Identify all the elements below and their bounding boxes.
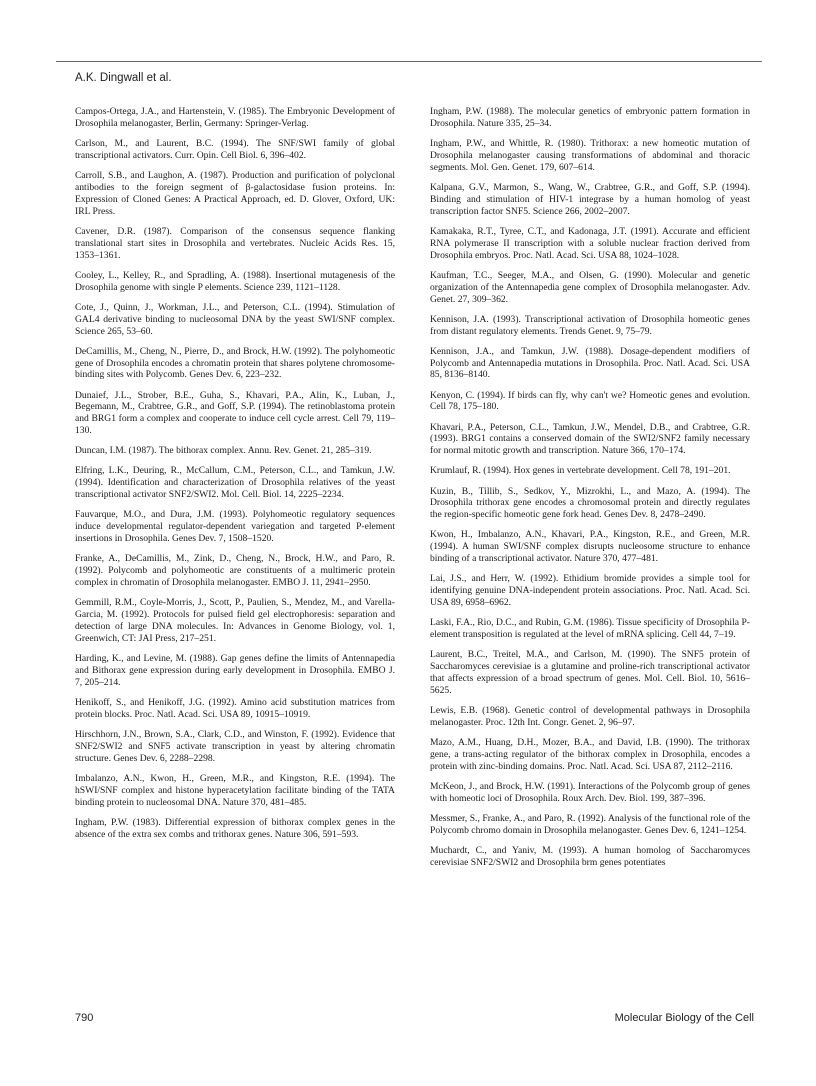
reference-item: Ingham, P.W. (1988). The molecular genetics of embryonic pattern formation in Drosophila. Nature 335, 25–34.	[430, 106, 750, 129]
reference-item: Khavari, P.A., Peterson, C.L., Tamkun, J.W., Mendel, D.B., and Crabtree, G.R. (1993). BRG1 contains a conserved domain of the SWI2/SNF2 family necessary for normal mitotic growth and transcription. Nature 366, 170–174.	[430, 421, 750, 457]
reference-item: Lewis, E.B. (1968). Genetic control of developmental pathways in Drosophila melanogaster. Proc. 12th Int. Congr. Genet. 2, 96–97.	[430, 705, 750, 728]
reference-item: Carroll, S.B., and Laughon, A. (1987). Production and purification of polyclonal antibodies to the foreign segment of β-galactosidase fusion proteins. In: Expression of Cloned Genes: A Practical Approach, ed. D. Glover, Oxford, UK: IRL Press.	[75, 170, 395, 217]
reference-item: DeCamillis, M., Cheng, N., Pierre, D., and Brock, H.W. (1992). The polyhomeotic gene of Drosophila encodes a chromatin protein that shares polytene chromosome-binding sites with Polycomb. Genes Dev. 6, 223–232.	[75, 345, 395, 381]
reference-item: Hirschhorn, J.N., Brown, S.A., Clark, C.D., and Winston, F. (1992). Evidence that SNF2/SWI2 and SNF5 activate transcription in yeast by altering chromatin structure. Genes Dev. 6, 2288–2298.	[75, 728, 395, 764]
reference-item: Kalpana, G.V., Marmon, S., Wang, W., Crabtree, G.R., and Goff, S.P. (1994). Binding and stimulation of HIV-1 integrase by a human homolog of yeast transcription factor SNF5. Science 266, 2002–2007.	[430, 181, 750, 217]
reference-item: Carlson, M., and Laurent, B.C. (1994). The SNF/SWI family of global transcriptional activators. Curr. Opin. Cell Biol. 6, 396–402.	[75, 138, 395, 161]
reference-item: Kamakaka, R.T., Tyree, C.T., and Kadonaga, J.T. (1991). Accurate and efficient RNA polymerase II transcription with a soluble nuclear fraction derived from Drosophila embryos. Proc. Natl. Acad. Sci. USA 88, 1024–1028.	[430, 225, 750, 261]
reference-item: Kennison, J.A., and Tamkun, J.W. (1988). Dosage-dependent modifiers of Polycomb and Antennapedia mutations in Drosophila. Proc. Natl. Acad. Sci. USA 85, 8136–8140.	[430, 345, 750, 381]
references-column-right	[430, 106, 750, 877]
reference-item: Krumlauf, R. (1994). Hox genes in vertebrate development. Cell 78, 191–201.	[430, 465, 731, 477]
reference-item: Imbalanzo, A.N., Kwon, H., Green, M.R., and Kingston, R.E. (1994). The hSWI/SNF complex and histone hyperacetylation facilitate binding of the TATA binding protein to nucleosomal DNA. Nature 370, 481–485.	[75, 772, 395, 808]
reference-item: Fauvarque, M.O., and Dura, J.M. (1993). Polyhomeotic regulatory sequences induce developmental regulator-dependent variegation and targeted P-element insertions in Drosophila. Genes Dev. 7, 1508–1520.	[75, 509, 395, 545]
reference-item: Campos-Ortega, J.A., and Hartenstein, V. (1985). The Embryonic Development of Drosophila melanogaster, Berlin, Germany: Springer-Verlag.	[75, 106, 395, 129]
reference-item: Laurent, B.C., Treitel, M.A., and Carlson, M. (1990). The SNF5 protein of Saccharomyces cerevisiae is a glutamine and proline-rich transcriptional activator that affects expression of a broad spectrum of genes. Mol. Cell. Biol. 10, 5616–5625.	[430, 649, 750, 696]
reference-item: Kaufman, T.C., Seeger, M.A., and Olsen, G. (1990). Molecular and genetic organization of the Antennapedia gene complex of Drosophila melanogaster. Adv. Genet. 27, 309–362.	[430, 269, 750, 305]
reference-item: Franke, A., DeCamillis, M., Zink, D., Cheng, N., Brock, H.W., and Paro, R. (1992). Polycomb and polyhomeotic are constituents of a multimeric protein complex in chromatin of Drosophila melanogaster. EMBO J. 11, 2941–2950.	[75, 553, 395, 589]
journal-name: Molecular Biology of the Cell	[614, 1012, 754, 1024]
reference-item: Dunaief, J.L., Strober, B.E., Guha, S., Khavari, P.A., Alin, K., Luban, J., Begemann, M., Crabtree, G.R., and Goff, S.P. (1994). The retinoblastoma protein and BRG1 form a complex and cooperate to induce cell cycle arrest. Cell 79, 119–130.	[75, 389, 395, 437]
reference-item: McKeon, J., and Brock, H.W. (1991). Interactions of the Polycomb group of genes with homeotic loci of Drosophila. Roux Arch. Dev. Biol. 199, 387–396.	[430, 780, 750, 804]
running-header-author: A.K. Dingwall et al.	[75, 72, 172, 84]
reference-item: Ingham, P.W. (1983). Differential expression of bithorax complex genes in the absence of the extra sex combs and trithorax genes. Nature 306, 591–593.	[75, 816, 395, 840]
reference-item: Kennison, J.A. (1993). Transcriptional activation of Drosophila homeotic genes from distant regulatory elements. Trends Genet. 9, 75–79.	[430, 313, 750, 337]
reference-item: Duncan, I.M. (1987). The bithorax complex. Annu. Rev. Genet. 21, 285–319.	[75, 445, 372, 457]
references-column-left	[75, 106, 395, 849]
reference-item: Muchardt, C., and Yaniv, M. (1993). A human homolog of Saccharomyces cerevisiae SNF2/SWI2 and Drosophila brm genes potentiates	[430, 844, 750, 868]
reference-item: Kuzin, B., Tillib, S., Sedkov, Y., Mizrokhi, L., and Mazo, A. (1994). The Drosophila trithorax gene encodes a chromosomal protein and directly regulates the region-specific homeotic gene fork head. Genes Dev. 8, 2478–2490.	[430, 485, 750, 521]
reference-item: Mazo, A.M., Huang, D.H., Mozer, B.A., and David, I.B. (1990). The trithorax gene, a trans-acting regulator of the bithorax complex in Drosophila, encodes a protein with zinc-binding domains. Proc. Natl. Acad. Sci. USA 87, 2112–2116.	[430, 737, 750, 772]
reference-item: Kwon, H., Imbalanzo, A.N., Khavari, P.A., Kingston, R.E., and Green, M.R. (1994). A human SWI/SNF complex disrupts nucleosome structure to enhance binding of a transcriptional activator. Nature 370, 477–481.	[430, 529, 750, 565]
reference-item: Kenyon, C. (1994). If birds can fly, why can't we? Homeotic genes and evolution. Cell 78, 175–180.	[430, 389, 750, 413]
reference-item: Ingham, P.W., and Whittle, R. (1980). Trithorax: a new homeotic mutation of Drosophila melanogaster causing transformations of abdominal and thoracic segments. Mol. Gen. Genet. 179, 607–614.	[430, 138, 750, 173]
reference-item: Elfring, L.K., Deuring, R., McCallum, C.M., Peterson, C.L., and Tamkun, J.W. (1994). Identification and characterization of Drosophila relatives of the yeast transcriptional activator SNF2/SWI2. Mol. Cell. Biol. 14, 2225–2234.	[75, 465, 395, 501]
page-number: 790	[75, 1012, 94, 1024]
reference-item: Messmer, S., Franke, A., and Paro, R. (1992). Analysis of the functional role of the Polycomb chromo domain in Drosophila melanogaster. Genes Dev. 6, 1241–1254.	[430, 812, 750, 836]
reference-item: Henikoff, S., and Henikoff, J.G. (1992). Amino acid substitution matrices from protein blocks. Proc. Natl. Acad. Sci. USA 89, 10915–10919.	[75, 696, 395, 720]
reference-item: Cooley, L., Kelley, R., and Spradling, A. (1988). Insertional mutagenesis of the Drosophila genome with single P elements. Science 239, 1121–1128.	[75, 269, 395, 293]
reference-item: Cote, J., Quinn, J., Workman, J.L., and Peterson, C.L. (1994). Stimulation of GAL4 derivative binding to nucleosomal DNA by the yeast SWI/SNF complex. Science 265, 53–60.	[75, 301, 395, 337]
reference-item: Laski, F.A., Rio, D.C., and Rubin, G.M. (1986). Tissue specificity of Drosophila P-element transposition is regulated at the level of mRNA splicing. Cell 44, 7–19.	[430, 617, 750, 641]
reference-item: Harding, K., and Levine, M. (1988). Gap genes define the limits of Antennapedia and Bithorax gene expression during early development in Drosophila. EMBO J. 7, 205–214.	[75, 652, 395, 688]
reference-item: Cavener, D.R. (1987). Comparison of the consensus sequence flanking translational start sites in Drosophila and vertebrates. Nucleic Acids Res. 15, 1353–1361.	[75, 225, 395, 261]
reference-item: Gemmill, R.M., Coyle-Morris, J., Scott, P., Paulien, S., Mendez, M., and Varella-Garcia, M. (1992). Protocols for pulsed field gel electrophoresis: separation and detection of large DNA molecules. In: Advances in Genome Biology, vol. 1, Greenwich, CT: JAI Press, 217–251.	[75, 597, 395, 644]
header-rule	[56, 61, 762, 62]
reference-item: Lai, J.S., and Herr, W. (1992). Ethidium bromide provides a simple tool for identifying genuine DNA-independent protein associations. Proc. Natl. Acad. Sci. USA 89, 6958–6962.	[430, 573, 750, 609]
